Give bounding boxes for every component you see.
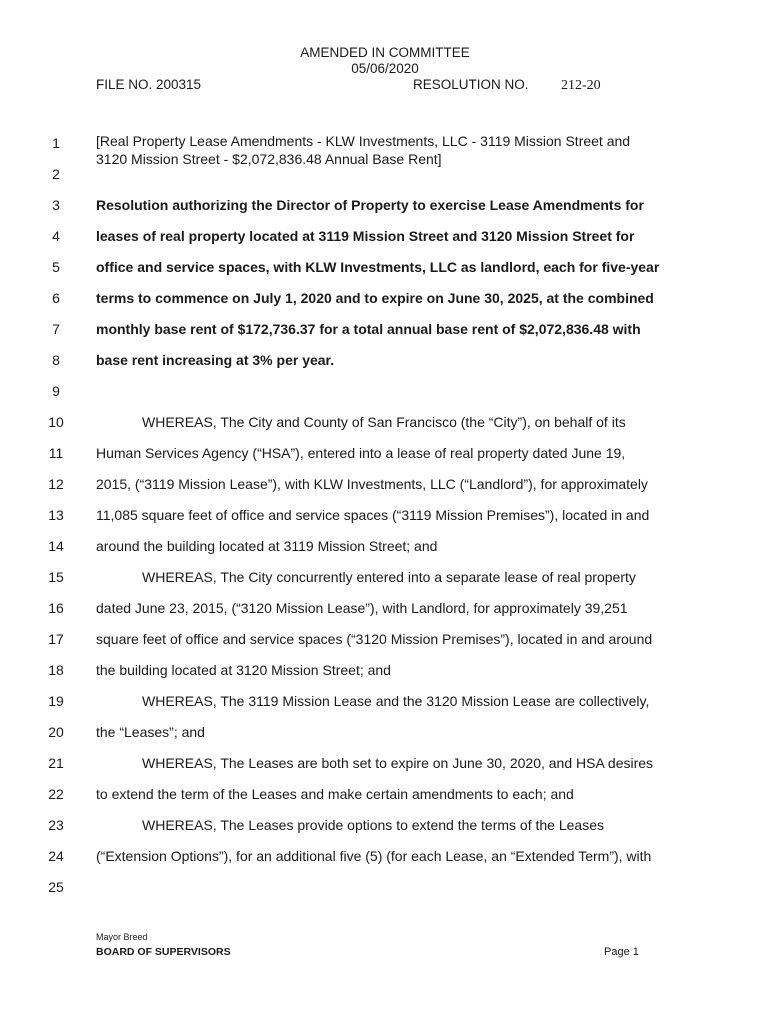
footer-board: BOARD OF SUPERVISORS <box>96 946 231 958</box>
line-number: 9 <box>52 383 60 399</box>
body-line: the “Leases”; and <box>96 724 205 740</box>
line-number: 21 <box>48 755 64 771</box>
line-number: 4 <box>52 228 60 244</box>
resolution-number: 212-20 <box>561 78 601 93</box>
line-number: 13 <box>48 507 64 523</box>
body-line: WHEREAS, The 3119 Mission Lease and the 3120 Mission Lease are collectively, <box>142 693 650 709</box>
line-number: 22 <box>48 786 64 802</box>
line-number: 1 <box>52 135 60 151</box>
body-line: Human Services Agency (“HSA”), entered into a lease of real property dated June 19, <box>96 445 626 461</box>
line-number: 19 <box>48 693 64 709</box>
line-number: 7 <box>52 321 60 337</box>
line-number: 14 <box>48 538 64 554</box>
body-line: the building located at 3120 Mission Street; and <box>96 662 391 678</box>
summary-line: office and service spaces, with KLW Investments, LLC as landlord, each for five-year <box>96 259 660 275</box>
line-number: 24 <box>48 848 64 864</box>
resolution-label: RESOLUTION NO. <box>413 77 529 92</box>
summary-line: monthly base rent of $172,736.37 for a total annual base rent of $2,072,836.48 with <box>96 321 641 337</box>
line-number: 3 <box>52 197 60 213</box>
body-line: dated June 23, 2015, (“3120 Mission Lease”), with Landlord, for approximately 39,251 <box>96 600 628 616</box>
footer-sponsor: Mayor Breed <box>96 932 148 942</box>
summary-line: leases of real property located at 3119 Mission Street and 3120 Mission Street for <box>96 228 635 244</box>
line-number: 5 <box>52 259 60 275</box>
line-number: 20 <box>48 724 64 740</box>
amended-date: 05/06/2020 <box>351 61 419 76</box>
line-number: 25 <box>48 879 64 895</box>
page-number: Page 1 <box>604 946 639 958</box>
body-line: to extend the term of the Leases and make certain amendments to each; and <box>96 786 574 802</box>
body-line: 2015, (“3119 Mission Lease”), with KLW Investments, LLC (“Landlord”), for approximately <box>96 476 648 492</box>
line-number: 6 <box>52 290 60 306</box>
body-line: (“Extension Options”), for an additional five (5) (for each Lease, an “Extended Term”), with <box>96 848 652 864</box>
line-number: 16 <box>48 600 64 616</box>
file-number: FILE NO. 200315 <box>96 77 202 92</box>
line-number: 12 <box>48 476 64 492</box>
amended-heading: AMENDED IN COMMITTEE <box>300 45 470 60</box>
summary-line: Resolution authorizing the Director of Property to exercise Lease Amendments for <box>96 197 644 213</box>
line-number: 17 <box>48 631 64 647</box>
body-line: 11,085 square feet of office and service spaces (“3119 Mission Premises”), located in and <box>96 507 650 523</box>
line-number: 23 <box>48 817 64 833</box>
line-number: 2 <box>52 166 60 182</box>
line-number: 18 <box>48 662 64 678</box>
line-number: 10 <box>48 414 64 430</box>
title-line: [Real Property Lease Amendments - KLW Investments, LLC - 3119 Mission Street and <box>96 133 631 149</box>
body-line: WHEREAS, The City and County of San Francisco (the “City”), on behalf of its <box>142 414 626 430</box>
line-number: 8 <box>52 352 60 368</box>
body-line: WHEREAS, The City concurrently entered into a separate lease of real property <box>142 569 636 585</box>
body-line: square feet of office and service spaces (“3120 Mission Premises”), located in and around <box>96 631 653 647</box>
line-number: 11 <box>48 445 64 461</box>
body-line: WHEREAS, The Leases provide options to extend the terms of the Leases <box>142 817 604 833</box>
summary-line: terms to commence on July 1, 2020 and to expire on June 30, 2025, at the combined <box>96 290 654 306</box>
body-line: WHEREAS, The Leases are both set to expire on June 30, 2020, and HSA desires <box>142 755 654 771</box>
line-number: 15 <box>48 569 64 585</box>
title-line: 3120 Mission Street - $2,072,836.48 Annual Base Rent] <box>96 151 442 167</box>
body-line: around the building located at 3119 Mission Street; and <box>96 538 438 554</box>
summary-line: base rent increasing at 3% per year. <box>96 352 335 368</box>
